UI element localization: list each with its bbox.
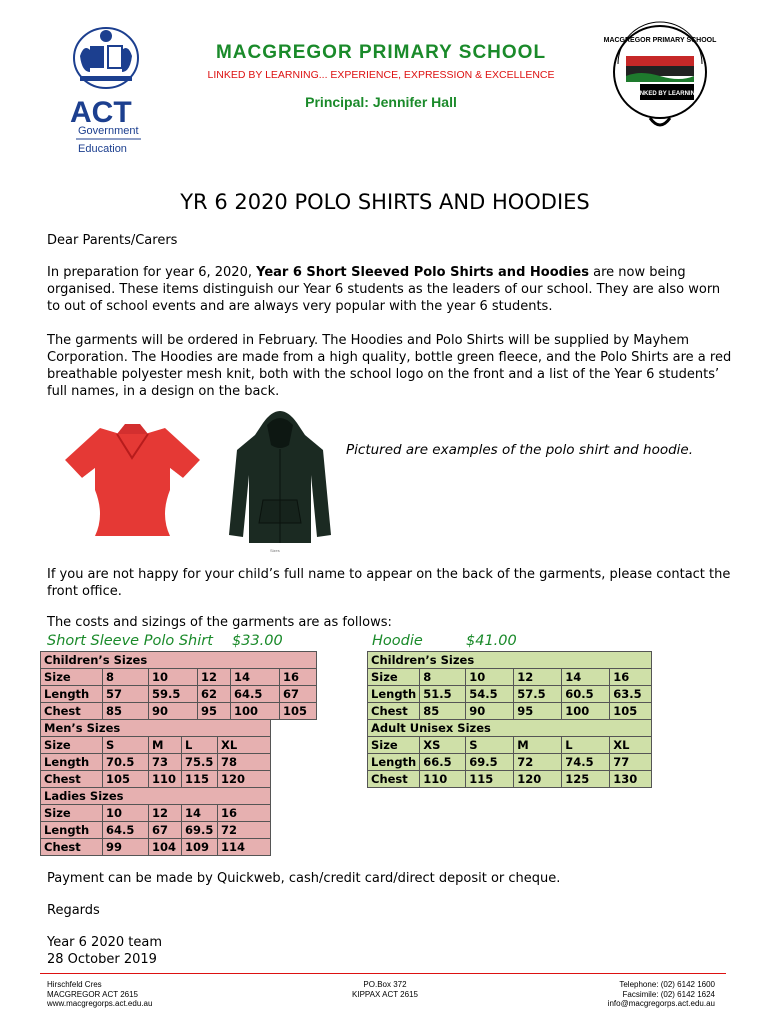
footer-street: Hirschfeld Cres — [47, 980, 102, 989]
table-cell: 8 — [420, 669, 466, 686]
payment-text: Payment can be made by Quickweb, cash/credit card/direct deposit or cheque. — [47, 871, 561, 886]
polo-price: $33.00 — [232, 633, 283, 649]
table-cell: 16 — [280, 669, 317, 686]
logo-education-text: Education — [78, 143, 127, 155]
table-cell: 70.5 — [103, 754, 149, 771]
table-cell: L — [562, 737, 610, 754]
table-cell: 10 — [149, 669, 198, 686]
table-cell: Chest — [368, 771, 420, 788]
polo-ladies-title: Ladies Sizes — [41, 788, 271, 805]
badge-inner-text: LINKED BY LEARNING — [634, 91, 700, 97]
table-cell: 10 — [103, 805, 149, 822]
table-row — [41, 839, 271, 856]
polo-shirt-icon — [55, 420, 210, 540]
table-row — [368, 669, 652, 686]
polo-mens-table — [40, 719, 271, 788]
table-cell: Chest — [41, 703, 103, 720]
footer-suburb: MACGREGOR ACT 2615 — [47, 989, 138, 999]
table-cell: 16 — [218, 805, 271, 822]
table-cell: S — [466, 737, 514, 754]
school-name: MACGREGOR PRIMARY SCHOOL — [215, 42, 547, 63]
table-cell: 115 — [182, 771, 218, 788]
table-cell: 62 — [198, 686, 231, 703]
table-cell: Size — [41, 805, 103, 822]
intro-text-after: are now being organised. These items distinguish our Year 6 students as the leaders of our school. They are also worn to out of school events and are always very popular with the year 6 students. — [47, 265, 721, 314]
table-cell: 105 — [280, 703, 317, 720]
table-row — [368, 703, 652, 720]
table-cell: 85 — [103, 703, 149, 720]
table-cell: S — [103, 737, 149, 754]
table-cell: Length — [368, 754, 420, 771]
footer-facsimile: Facsimile: (02) 6142 1624 — [622, 989, 715, 999]
table-cell: 16 — [610, 669, 652, 686]
table-cell: 110 — [420, 771, 466, 788]
table-row — [41, 669, 317, 686]
footer-postal — [340, 980, 430, 999]
table-cell: 100 — [562, 703, 610, 720]
garments-paragraph: The garments will be ordered in February. The Hoodies and Polo Shirts will be supplied by Mayhem Corporation. The Hoodies are made from a high quality, bottle green fleece, and the Polo Shirts are a red breathable polyester mesh knit, both with the school logo on the front and a list of the Year 6 students’ full names, in a design on the back. — [47, 333, 732, 399]
coat-of-arms-icon — [66, 26, 146, 156]
table-cell: Chest — [41, 771, 103, 788]
table-cell: 12 — [149, 805, 182, 822]
table-row — [41, 771, 271, 788]
table-row — [41, 805, 271, 822]
table-cell: Length — [368, 686, 420, 703]
table-cell: 95 — [198, 703, 231, 720]
intro-text-before: In preparation for year 6, 2020, — [47, 265, 257, 280]
table-cell: 95 — [514, 703, 562, 720]
hoodie-price: $41.00 — [466, 633, 517, 649]
table-row — [41, 754, 271, 771]
table-cell: 114 — [218, 839, 271, 856]
table-cell: 14 — [562, 669, 610, 686]
logo-government-text: Government — [78, 125, 139, 137]
signoff-team: Year 6 2020 team — [47, 935, 163, 950]
table-cell: 74.5 — [562, 754, 610, 771]
intro-text-bold: Year 6 Short Sleeved Polo Shirts and Hoodies — [256, 265, 589, 280]
document-title: YR 6 2020 POLO SHIRTS AND HOODIES — [180, 190, 590, 214]
footer-telephone: Telephone: (02) 6142 1600 — [619, 980, 715, 989]
table-cell: 110 — [149, 771, 182, 788]
table-cell: 12 — [198, 669, 231, 686]
polo-mens-title: Men’s Sizes — [41, 720, 271, 737]
table-cell: 75.5 — [182, 754, 218, 771]
table-cell: Length — [41, 822, 103, 839]
image-caption: Pictured are examples of the polo shirt and hoodie. — [346, 442, 694, 458]
table-cell: XL — [610, 737, 652, 754]
regards-text: Regards — [47, 903, 100, 918]
table-cell: 63.5 — [610, 686, 652, 703]
table-cell: 51.5 — [420, 686, 466, 703]
table-cell: 73 — [149, 754, 182, 771]
principal-name: Principal: Jennifer Hall — [305, 94, 457, 110]
footer-address — [47, 980, 152, 1009]
table-cell: 64.5 — [231, 686, 280, 703]
table-row — [368, 754, 652, 771]
table-cell: 105 — [610, 703, 652, 720]
footer-postal-suburb: KIPPAX ACT 2615 — [352, 989, 418, 999]
table-cell: 78 — [218, 754, 271, 771]
table-cell: 104 — [149, 839, 182, 856]
table-cell: XS — [420, 737, 466, 754]
hoodie-icon — [225, 405, 335, 550]
polo-ladies-table — [40, 787, 271, 856]
table-cell: 120 — [218, 771, 271, 788]
school-badge — [603, 24, 717, 134]
table-cell: 10 — [466, 669, 514, 686]
hoodie-label: Hoodie — [372, 633, 423, 649]
school-motto: LINKED BY LEARNING... EXPERIENCE, EXPRESSION & EXCELLENCE — [207, 69, 555, 81]
table-cell: 69.5 — [466, 754, 514, 771]
footer-divider — [40, 973, 726, 974]
table-row — [41, 737, 271, 754]
table-cell: 72 — [514, 754, 562, 771]
table-cell: Length — [41, 754, 103, 771]
table-cell: 12 — [514, 669, 562, 686]
table-cell: 100 — [231, 703, 280, 720]
school-badge-icon — [603, 24, 717, 134]
table-cell: 125 — [562, 771, 610, 788]
table-cell: Size — [41, 737, 103, 754]
table-cell: Length — [41, 686, 103, 703]
table-row — [368, 652, 652, 669]
table-cell: 115 — [466, 771, 514, 788]
footer-contact — [608, 980, 715, 1009]
table-cell: 14 — [182, 805, 218, 822]
table-cell: M — [514, 737, 562, 754]
table-cell: 130 — [610, 771, 652, 788]
table-cell: Size — [368, 669, 420, 686]
table-cell: 90 — [466, 703, 514, 720]
badge-top-text: MACGREGOR PRIMARY SCHOOL — [603, 37, 717, 44]
table-cell: 99 — [103, 839, 149, 856]
table-cell: 66.5 — [420, 754, 466, 771]
hoodie-adult-title: Adult Unisex Sizes — [368, 720, 652, 737]
table-cell: 105 — [103, 771, 149, 788]
footer-website-link[interactable]: www.macgregorps.act.edu.au — [47, 999, 153, 1008]
signoff-date: 28 October 2019 — [47, 952, 157, 967]
table-cell: 85 — [420, 703, 466, 720]
table-cell: 120 — [514, 771, 562, 788]
table-cell: 8 — [103, 669, 149, 686]
table-cell: 90 — [149, 703, 198, 720]
table-cell: L — [182, 737, 218, 754]
polo-label: Short Sleeve Polo Shirt — [47, 633, 213, 649]
table-row — [41, 686, 317, 703]
hoodie-image-tag: Sizes — [270, 548, 280, 553]
table-cell: XL — [218, 737, 271, 754]
table-cell: Chest — [368, 703, 420, 720]
table-row — [368, 771, 652, 788]
costs-intro: The costs and sizings of the garments are as follows: — [47, 615, 392, 630]
table-row — [41, 703, 317, 720]
table-cell: Size — [41, 669, 103, 686]
polo-children-title: Children’s Sizes — [41, 652, 317, 669]
table-row — [368, 737, 652, 754]
polo-size-table — [40, 651, 317, 720]
hoodie-image — [225, 405, 335, 550]
table-cell: 60.5 — [562, 686, 610, 703]
table-cell: Size — [368, 737, 420, 754]
table-cell: 59.5 — [149, 686, 198, 703]
act-government-logo — [66, 26, 146, 156]
table-row — [41, 822, 271, 839]
table-cell: 54.5 — [466, 686, 514, 703]
table-cell: 67 — [149, 822, 182, 839]
intro-paragraph — [47, 264, 737, 315]
polo-shirt-image — [55, 420, 210, 540]
logo-act-text: ACT — [70, 96, 132, 129]
table-cell: 57.5 — [514, 686, 562, 703]
table-cell: 77 — [610, 754, 652, 771]
table-cell: M — [149, 737, 182, 754]
table-row — [368, 720, 652, 737]
table-cell: 57 — [103, 686, 149, 703]
footer-email-link[interactable]: info@macgregorps.act.edu.au — [607, 999, 715, 1008]
table-cell: 64.5 — [103, 822, 149, 839]
table-cell: 14 — [231, 669, 280, 686]
table-cell: 69.5 — [182, 822, 218, 839]
name-paragraph: If you are not happy for your child’s full name to appear on the back of the garments, please contact the front office. — [47, 567, 731, 599]
table-cell: Chest — [41, 839, 103, 856]
table-cell: 109 — [182, 839, 218, 856]
hoodie-children-title: Children’s Sizes — [368, 652, 652, 669]
table-row — [368, 686, 652, 703]
footer-pobox: PO.Box 372 — [363, 980, 407, 989]
table-cell: 72 — [218, 822, 271, 839]
greeting: Dear Parents/Carers — [47, 233, 178, 248]
hoodie-size-table — [367, 651, 652, 788]
table-row — [41, 720, 271, 737]
table-row — [41, 652, 317, 669]
table-row — [41, 788, 271, 805]
table-cell: 67 — [280, 686, 317, 703]
